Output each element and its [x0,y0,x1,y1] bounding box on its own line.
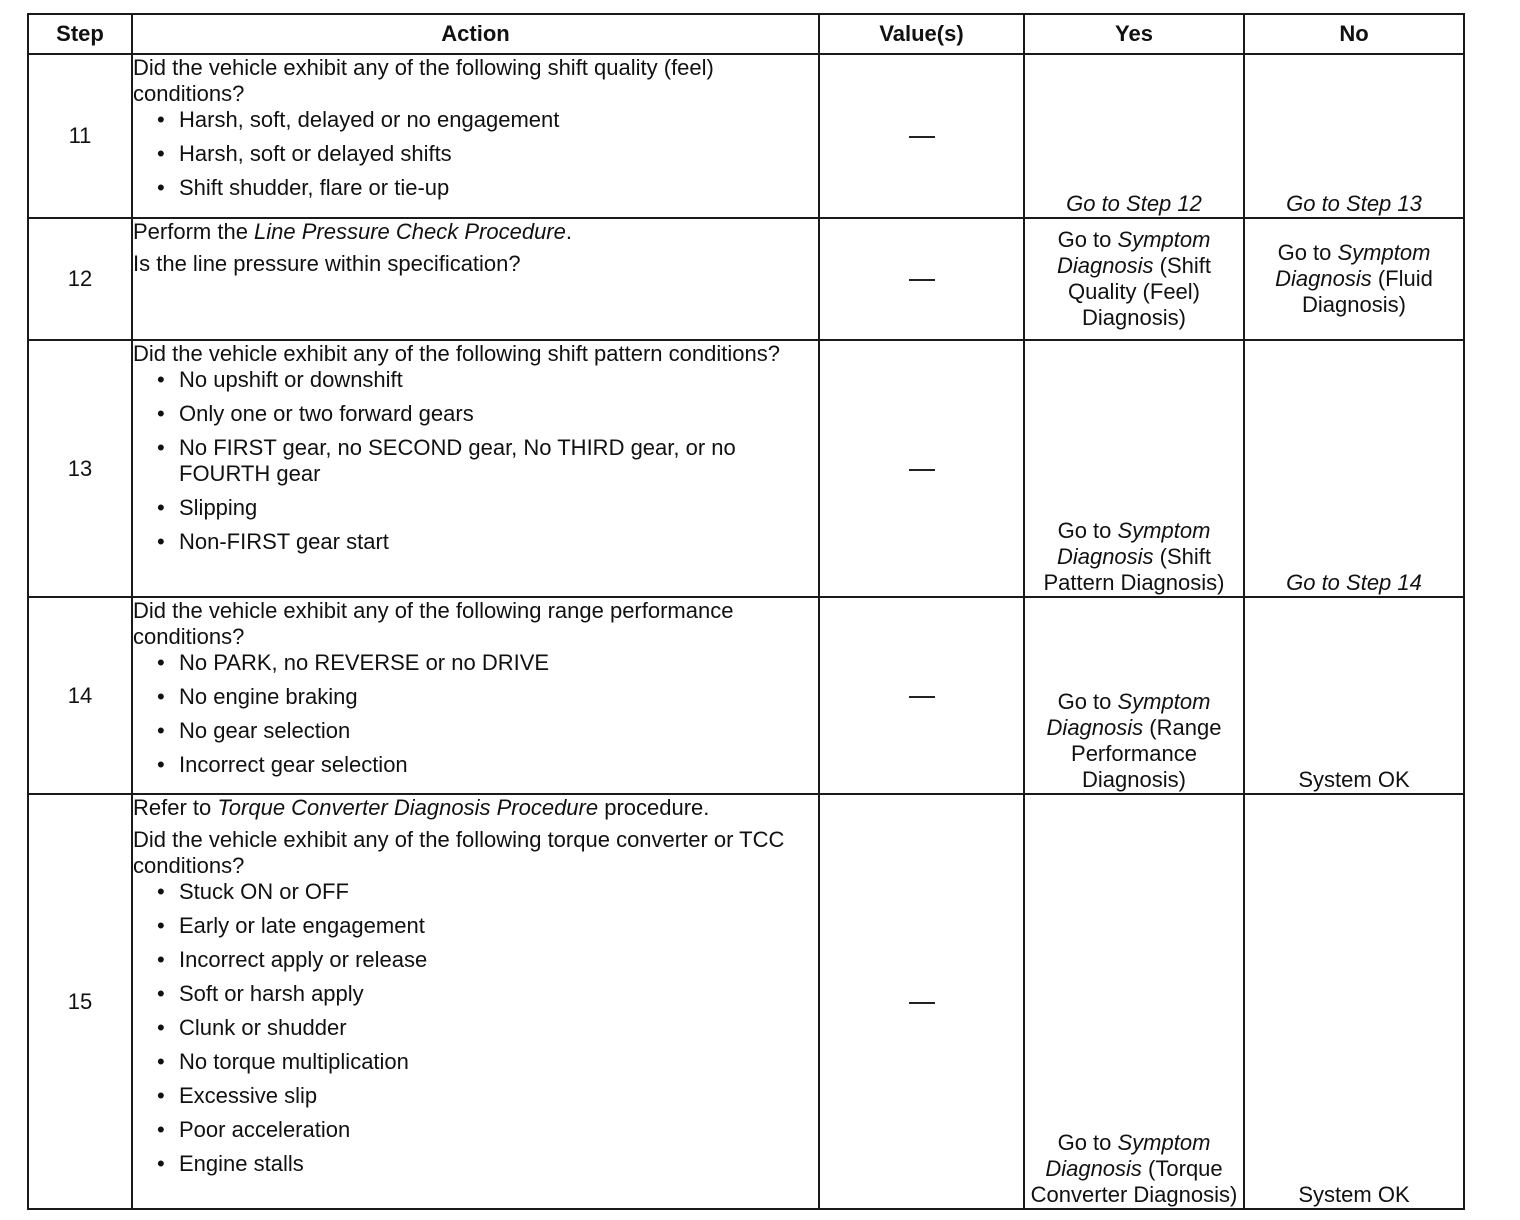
table-row [28,597,1464,794]
yes-cell [1024,54,1244,218]
list-item: • No gear selection [157,718,818,744]
reference-text: procedure. [598,795,710,820]
action-question: Did the vehicle exhibit any of the following shift pattern conditions? [133,341,780,366]
action-cell [132,54,819,218]
no-cell [1244,218,1464,340]
yes-text: (Torque Converter Diagnosis) [1030,1156,1238,1207]
no-link[interactable]: Go to Step 13 [1286,191,1422,216]
yes-link[interactable]: Symptom Diagnosis [1056,518,1211,569]
list-item: • Stuck ON or OFF [157,879,818,905]
action-question: Is the line pressure within specification? [133,251,521,276]
value-cell [819,597,1024,794]
procedure-reference[interactable]: Torque Converter Diagnosis Procedure [217,795,599,820]
table-row [28,340,1464,597]
step-number: 11 [28,54,132,218]
condition-list [133,367,818,555]
condition-list [133,650,818,778]
action-cell [132,340,819,597]
no-link[interactable]: Symptom Diagnosis [1275,240,1431,291]
no-link[interactable]: Go to Step 14 [1286,570,1422,595]
dash-mark [909,469,935,471]
value-cell [819,218,1024,340]
header-row [28,14,1464,54]
list-item: • Clunk or shudder [157,1015,818,1041]
action-instruction [133,219,818,245]
yes-text: Go to [1057,518,1118,543]
table-row [28,794,1464,1209]
yes-cell [1024,597,1244,794]
yes-cell [1024,794,1244,1209]
yes-link[interactable]: Symptom Diagnosis [1045,1130,1211,1181]
list-item: • No FIRST gear, no SECOND gear, No THIRD gear, or no FOURTH gear [157,435,818,487]
list-item: • Slipping [157,495,818,521]
list-item: • Incorrect gear selection [157,752,818,778]
condition-list [133,879,818,1177]
step-number: 15 [28,794,132,1209]
list-item: • No upshift or downshift [157,367,818,393]
dash-mark [909,696,935,698]
action-question: Did the vehicle exhibit any of the following shift quality (feel) conditions? [133,55,714,106]
header-values: Value(s) [819,14,1024,54]
yes-text: (Shift Quality (Feel) Diagnosis) [1067,253,1212,330]
instruction-text: Perform the [133,219,255,244]
list-item: • Excessive slip [157,1083,818,1109]
step-number: 14 [28,597,132,794]
list-item: • Shift shudder, flare or tie-up [157,175,818,201]
yes-text: (Range Performance Diagnosis) [1071,715,1222,792]
procedure-reference[interactable]: Line Pressure Check Procedure [254,219,566,244]
no-text: Go to [1277,240,1338,265]
reference-text: Refer to [133,795,218,820]
no-cell [1244,340,1464,597]
yes-text: (Shift Pattern Diagnosis) [1043,544,1225,595]
action-question: Did the vehicle exhibit any of the following torque converter or TCC conditions? [133,827,785,878]
list-item: • No torque multiplication [157,1049,818,1075]
list-item: • Poor acceleration [157,1117,818,1143]
list-item: • Non-FIRST gear start [157,529,818,555]
instruction-text: . [565,219,572,244]
value-cell [819,340,1024,597]
step-number: 12 [28,218,132,340]
no-cell [1244,54,1464,218]
no-cell: System OK [1244,597,1464,794]
header-no: No [1244,14,1464,54]
dash-mark [909,136,935,138]
action-cell [132,794,819,1209]
value-cell [819,54,1024,218]
list-item: • Harsh, soft, delayed or no engagement [157,107,818,133]
yes-text: Go to [1057,689,1118,714]
header-yes: Yes [1024,14,1244,54]
yes-link[interactable]: Go to Step 12 [1066,191,1202,216]
action-question: Did the vehicle exhibit any of the following range performance conditions? [133,598,734,649]
header-action: Action [132,14,819,54]
list-item: • Soft or harsh apply [157,981,818,1007]
dash-mark [909,279,935,281]
yes-link[interactable]: Symptom Diagnosis [1046,689,1211,740]
value-cell [819,794,1024,1209]
list-item: • Engine stalls [157,1151,818,1177]
list-item: • No PARK, no REVERSE or no DRIVE [157,650,818,676]
no-text: (Fluid Diagnosis) [1302,266,1433,317]
table-row [28,54,1464,218]
yes-link[interactable]: Symptom Diagnosis [1056,227,1211,278]
yes-cell [1024,340,1244,597]
action-cell [132,597,819,794]
dash-mark [909,1002,935,1004]
diagnostic-table [27,13,1465,1210]
list-item: • Early or late engagement [157,913,818,939]
action-cell [132,218,819,340]
list-item: • Only one or two forward gears [157,401,818,427]
table-row [28,218,1464,340]
yes-text: Go to [1057,1130,1118,1155]
no-cell: System OK [1244,794,1464,1209]
action-reference [133,795,818,821]
list-item: • Harsh, soft or delayed shifts [157,141,818,167]
header-step: Step [28,14,132,54]
step-number: 13 [28,340,132,597]
condition-list [133,107,818,201]
yes-cell [1024,218,1244,340]
list-item: • No engine braking [157,684,818,710]
list-item: • Incorrect apply or release [157,947,818,973]
yes-text: Go to [1057,227,1118,252]
